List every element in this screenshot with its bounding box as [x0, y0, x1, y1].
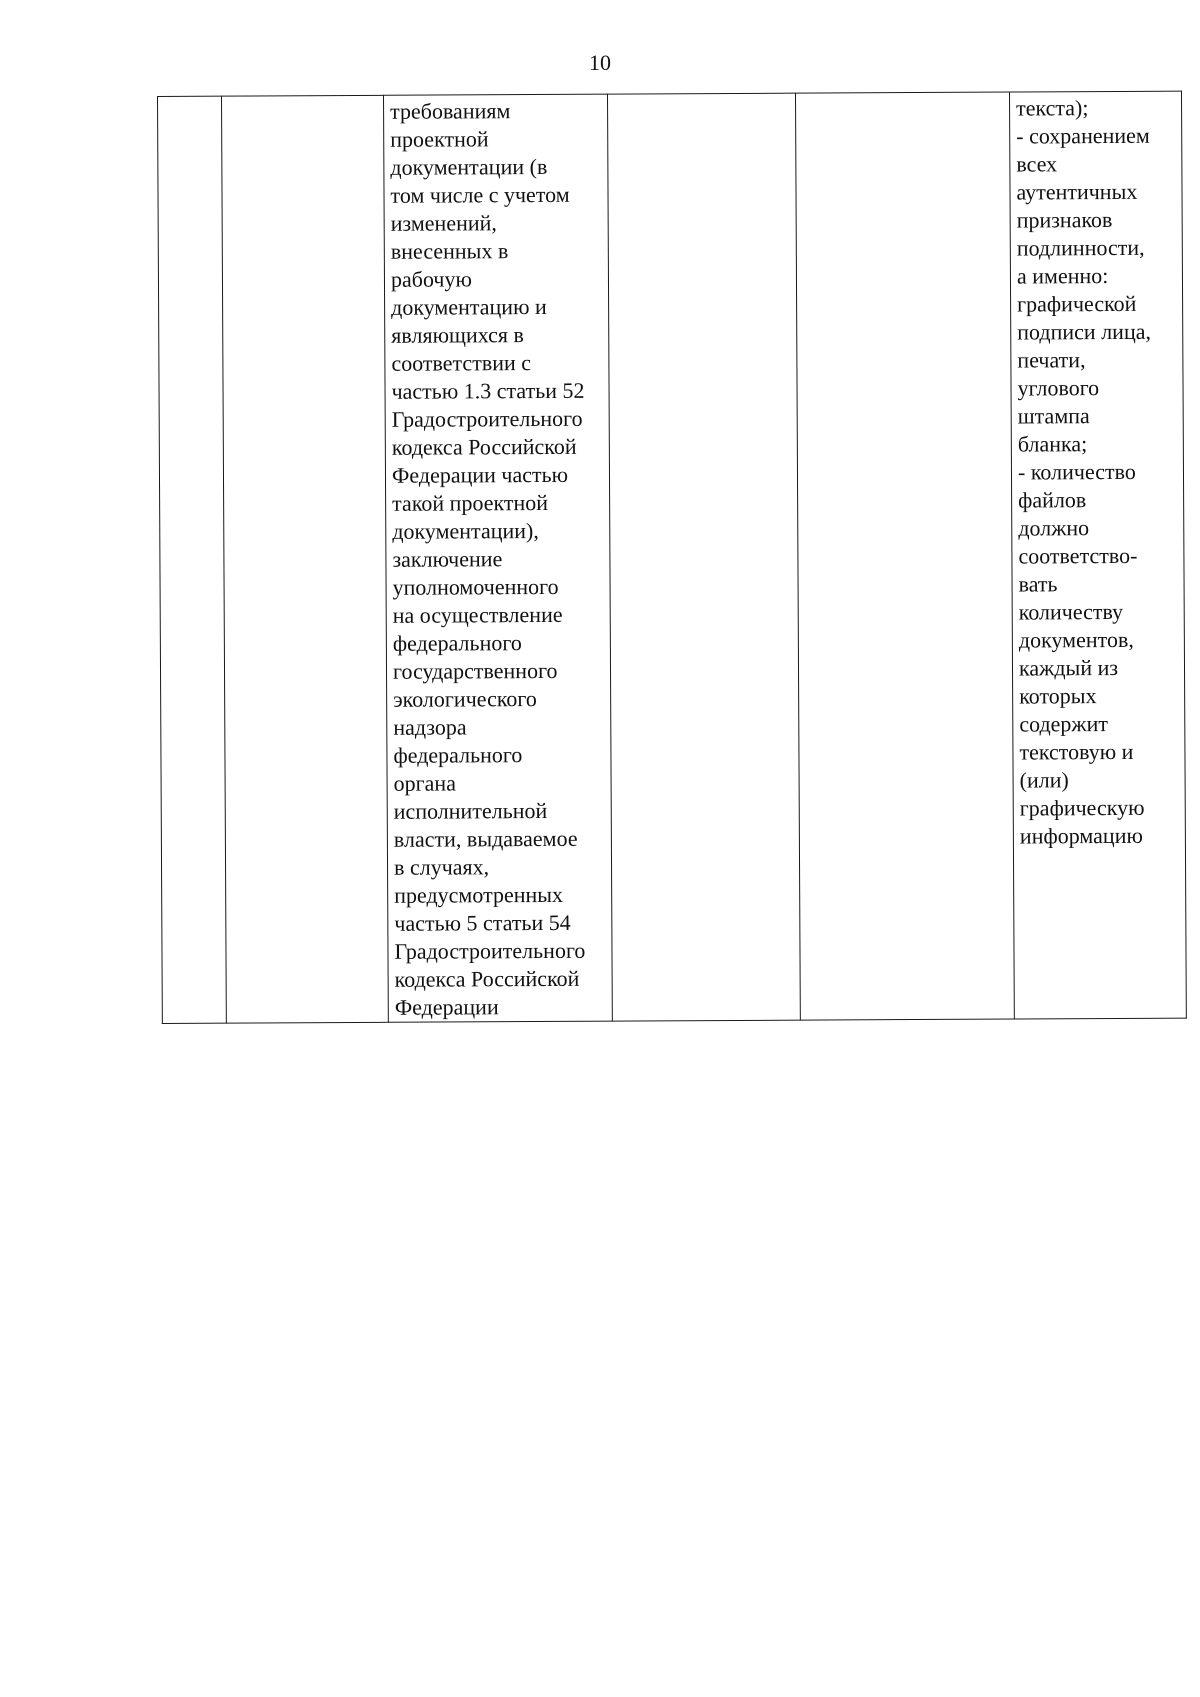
page-number: 10 [589, 50, 611, 75]
table-cell-1-text [158, 97, 221, 99]
table-cell-5 [795, 92, 1014, 1020]
table-cell-3-text: требованиям проектной документации (в том числе с учетом изменений, внесенных в рабочую документацию и являющихся в соответствии с частью 1.3 статьи 52 Градостроительного кодекса Российской Федерации частью такой проектной документации), заключение уполномоченного на осуществление федерального государственного экологического надзора федерального органа исполнительной власти, выдаваемое в случаях, предусмотренных частью 5 статьи 54 Градостроительного кодекса Российской Федерации [390, 98, 586, 1020]
document-table [157, 91, 1187, 1024]
table-cell-6-text: текста); - сохранением всех аутентичных признаков подлинности, а именно: графической подписи лица, печати, углового штампа бланка; - количество файлов должно соответство- вать количеству документов, каждый из которых содержит текстовую и (или) графическую информацию [1016, 95, 1152, 849]
table-cell-4-text [608, 94, 795, 97]
table-cell-2 [222, 95, 389, 1023]
table-row [158, 91, 1187, 1023]
table-cell-6 [1009, 91, 1186, 1019]
table-cell-2-text [222, 96, 383, 99]
table-cell-5-text [796, 93, 1009, 96]
table-cell-1 [158, 96, 227, 1023]
table-cell-4 [607, 93, 800, 1021]
table-cell-3 [383, 94, 612, 1022]
